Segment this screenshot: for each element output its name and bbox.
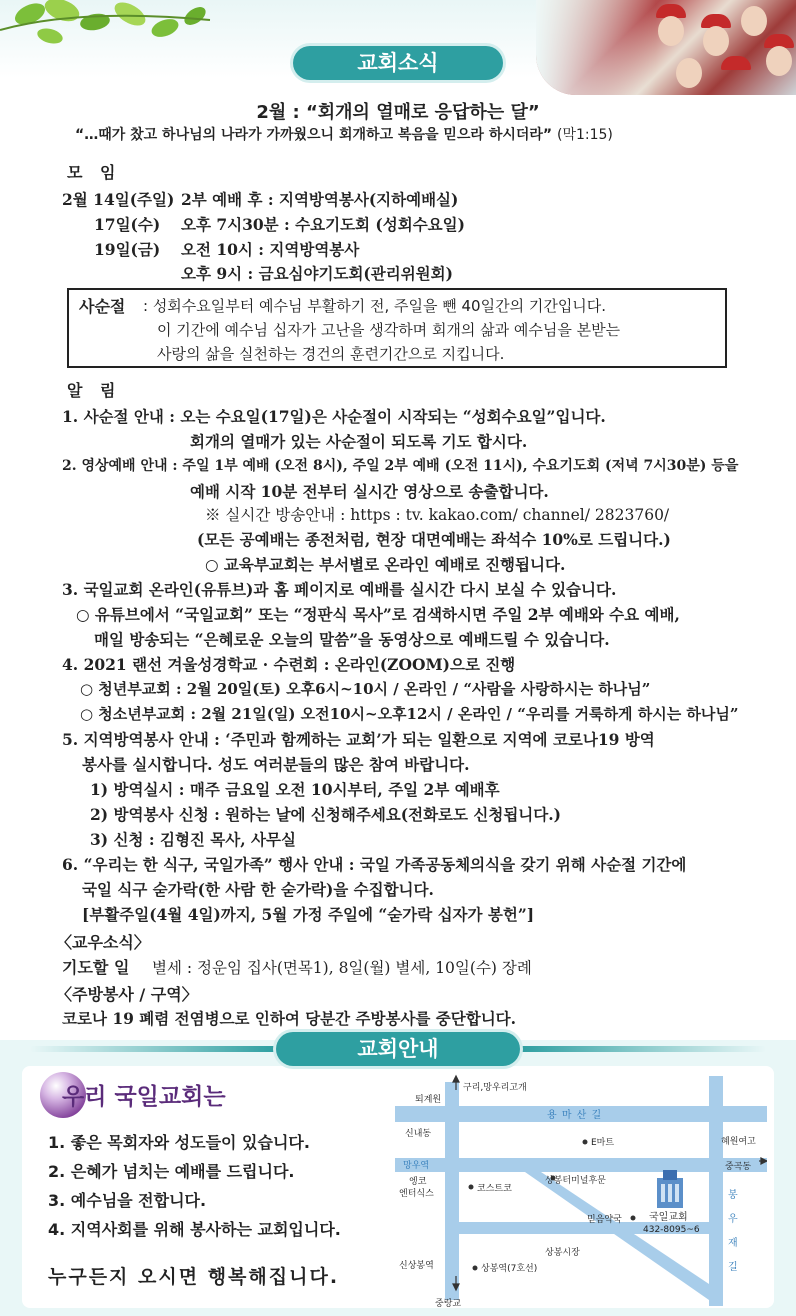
prayer-label: 기도할 일 (62, 958, 130, 977)
leaf-icon (181, 3, 209, 28)
meeting-text: 오후 7시30분 : 수요기도회 (성회수요일) (181, 215, 465, 234)
notice-line: 1. 사순절 안내 : 오는 수요일(17일)은 사순절이 시작되는 “성회수요일”입니다. (62, 407, 606, 426)
church-building-icon (657, 1170, 683, 1208)
prayer-text: 별세 : 정운임 집사(면목1), 8일(월) 별세, 10일(수) 장례 (152, 959, 532, 977)
lent-info-box (67, 288, 727, 368)
leaf-icon (79, 12, 111, 33)
notices-heading: 알 림 (67, 381, 122, 400)
map-label-hyewon: 혜원여고 (721, 1137, 756, 1147)
map-label-jungnang: 중랑교 (435, 1299, 462, 1309)
notice-line: 6. “우리는 한 식구, 국일가족” 행사 안내 : 국일 가족공동체의식을 갖기 위해 사순절 기간에 (62, 855, 687, 874)
map-label-toegyewon: 퇴계원 (415, 1095, 442, 1105)
meeting-date: 17일(수) (94, 215, 161, 234)
map-label-sinnae: 신내동 (405, 1129, 432, 1139)
notice-line: 5. 지역방역봉사 안내 : ‘주민과 함께하는 교회’가 되는 일환으로 지역에 코로나19 방역 (62, 730, 655, 749)
location-map (395, 1072, 767, 1312)
notice-line: 매일 방송되는 “은혜로운 오늘의 말씀”을 동영상으로 예배드릴 수 있습니다. (94, 630, 610, 649)
notice-line: (모든 공예배는 종전처럼, 현장 대면예배는 좌석수 10%로 드립니다.) (197, 530, 671, 549)
section-header-news: 교회소식 (293, 46, 503, 80)
leaf-icon (12, 0, 49, 29)
ribbon-line-right (520, 1046, 766, 1052)
station-marker (473, 1266, 478, 1271)
map-label-emart: E마트 (591, 1138, 615, 1148)
leaf-icon (149, 16, 181, 41)
emart-marker (583, 1140, 588, 1145)
section-header-info: 교회안내 (276, 1032, 520, 1066)
notice-line: ○ 교육부교회는 부서별로 온라인 예배로 진행됩니다. (205, 555, 566, 574)
map-label-yongmasan: 용 마 산 길 (547, 1110, 603, 1121)
notice-line: ○ 청년부교회 : 2월 20일(토) 오후6시~10시 / 온라인 / “사람을 사랑하시는 하나님” (80, 680, 651, 698)
notice-line: 2. 영상예배 안내 : 주일 1부 예배 (오전 8시), 주일 2부 예배 (오전 11시), 수요기도회 (저녁 7시30분) 등을 (62, 458, 739, 474)
pharmacy-marker (631, 1216, 636, 1221)
lent-line: : 성회수요일부터 예수님 부활하기 전, 주일을 뺀 40일간의 기간입니다. (143, 297, 607, 315)
notice-line: 1) 방역실시 : 매주 금요일 오전 10시부터, 주일 2부 예배후 (90, 780, 500, 799)
members-heading: 〈교우소식〉 (56, 933, 150, 952)
verse-reference: (막1:15) (557, 127, 613, 143)
leaf-icon (36, 26, 65, 46)
map-label-junggok: 중곡동 (725, 1162, 752, 1172)
lent-line: 이 기간에 예수님 십자가 고난을 생각하며 회개의 삶과 예수님을 본받는 (157, 321, 621, 339)
about-title-text: 우리 국일교회는 (62, 1084, 226, 1110)
kitchen-heading: 〈주방봉사 / 구역〉 (56, 985, 198, 1004)
notice-line: 예배 시작 10분 전부터 실시간 영상으로 송출합니다. (190, 482, 549, 501)
map-label-bongu-1: 봉 (728, 1190, 738, 1201)
map-label-sangbong-market: 상봉시장 (545, 1248, 580, 1258)
notice-line: [부활주일(4월 4일)까지, 5월 가정 주일에 “숟가락 십자가 봉헌”] (82, 905, 535, 924)
leaf-icon (42, 0, 83, 26)
costco-marker (469, 1185, 474, 1190)
map-label-phone: 432-8095~6 (643, 1225, 700, 1235)
notice-line: ○ 청소년부교회 : 2월 21일(일) 오전10시~오후12시 / 온라인 / “우리를 거룩하게 하시는 하나님” (80, 705, 739, 723)
leaves-decoration (0, 0, 230, 70)
meetings-heading: 모 임 (67, 163, 122, 182)
map-label-mangu: 망우역 (403, 1161, 430, 1171)
month-theme-title: 2월 : “회개의 열매로 응답하는 달” (256, 102, 540, 123)
notice-line: 2) 방역봉사 신청 : 원하는 날에 신청해주세요(전화로도 신청됩니다.) (90, 805, 561, 824)
map-label-terminal: 상봉터미널후문 (545, 1176, 606, 1186)
about-title (40, 1070, 280, 1122)
road-middle (395, 1158, 767, 1172)
about-item: 4. 지역사회를 위해 봉사하는 교회입니다. (48, 1220, 341, 1239)
notice-line: 3. 국일교회 온라인(유튜브)과 홈 페이지로 예배를 실시간 다시 보실 수 있습니다. (62, 580, 617, 599)
notice-line: 봉사를 실시합니다. 성도 여러분들의 많은 참여 바랍니다. (82, 755, 470, 774)
notice-line: 4. 2021 랜선 겨울성경학교 · 수련회 : 온라인(ZOOM)으로 진행 (62, 655, 516, 674)
about-item: 3. 예수님을 전합니다. (48, 1191, 207, 1210)
ribbon-line-left (30, 1046, 276, 1052)
map-label-costco: 코스트코 (477, 1184, 512, 1194)
map-label-bongu-2: 우 (728, 1214, 738, 1225)
meeting-text: 오전 10시 : 지역방역봉사 (181, 240, 360, 259)
map-label-enco-1: 엥코 (409, 1177, 427, 1187)
map-label-bongu-4: 길 (728, 1262, 738, 1273)
map-label-bongu-3: 재 (728, 1238, 738, 1249)
meeting-date: 19일(금) (94, 240, 161, 259)
verse-text: “…때가 찼고 하나님의 나라가 가까웠으니 회개하고 복음을 믿으라 하시더라” (75, 127, 553, 143)
notice-line: ○ 유튜브에서 “국일교회” 또는 “정판식 목사”로 검색하시면 주일 2부 예배와 수요 예배, (76, 605, 680, 624)
map-label-sinsangbong: 신상봉역 (399, 1261, 434, 1271)
lent-line: 사랑의 삶을 실천하는 경건의 훈련기간으로 지킵니다. (157, 345, 505, 363)
month-verse (75, 124, 613, 144)
map-label-enco-2: 엔터식스 (399, 1189, 434, 1199)
welcome-message: 누구든지 오시면 행복해집니다. (48, 1266, 340, 1288)
notice-line: 국일 식구 숟가락(한 사람 한 숟가락)을 수집합니다. (82, 880, 434, 899)
choir-photo (536, 0, 796, 95)
map-label-sangbong7: 상봉역(7호선) (481, 1264, 538, 1274)
kitchen-text: 코로나 19 폐렴 전염병으로 인하여 당분간 주방봉사를 중단합니다. (62, 1009, 517, 1028)
notice-line: 3) 신청 : 김형진 목사, 사무실 (90, 830, 296, 849)
about-item: 1. 좋은 목회자와 성도들이 있습니다. (48, 1133, 310, 1152)
about-item: 2. 은혜가 넘치는 예배를 드립니다. (48, 1162, 295, 1181)
arrow-up-icon (453, 1076, 459, 1082)
notice-line: 회개의 열매가 있는 사순절이 되도록 기도 합시다. (190, 432, 528, 451)
map-label-church: 국일교회 (649, 1212, 688, 1223)
lent-label: 사순절 (79, 297, 126, 316)
meeting-date: 2월 14일(주일) (62, 190, 175, 209)
notice-line: ※ 실시간 방송안내 : https : tv. kakao.com/ channel/ 2823760/ (205, 506, 670, 524)
map-label-guri: 구리,망우리고개 (463, 1083, 527, 1093)
map-label-pharmacy: 믿음약국 (587, 1215, 622, 1225)
meeting-text: 오후 9시 : 금요심야기도회(관리위원회) (181, 264, 453, 283)
meeting-text: 2부 예배 후 : 지역방역봉사(지하예배실) (181, 190, 459, 209)
